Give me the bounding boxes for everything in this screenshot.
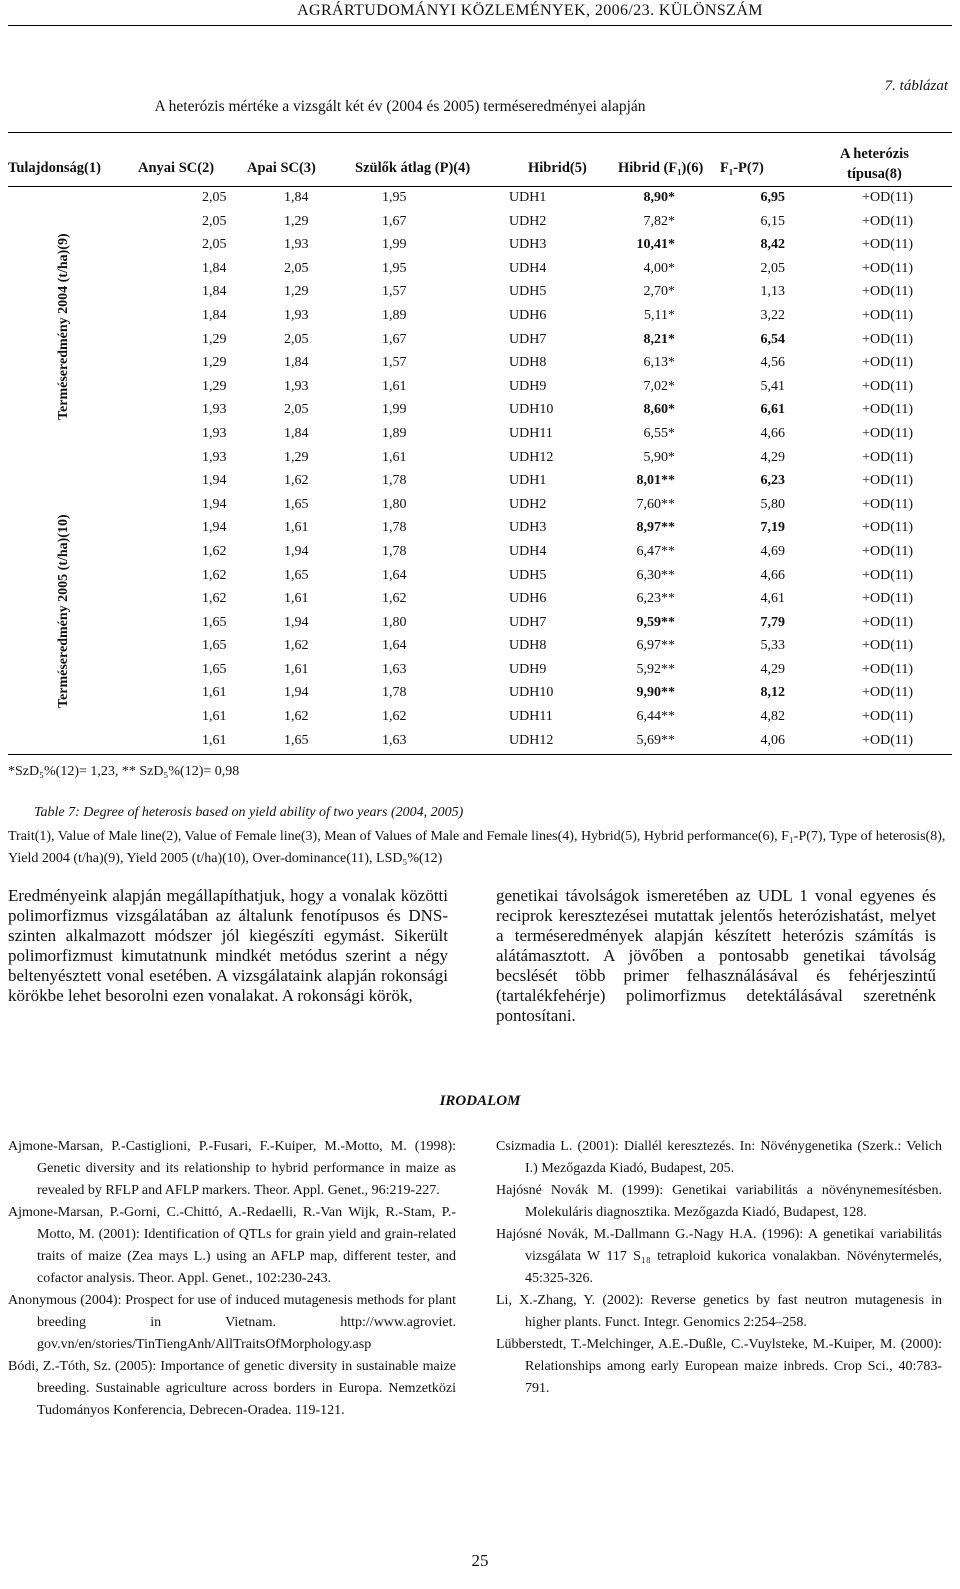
caption-english: Table 7: Degree of heterosis based on yield ability of two years (2004, 2005): [34, 805, 464, 820]
table-body: [0, 187, 960, 753]
references-heading: IRODALOM: [439, 1093, 521, 1109]
col-trait: Tulajdonság(1): [8, 160, 101, 176]
hybrid-name: UDH3: [509, 520, 547, 536]
male-value: 1,61: [202, 709, 227, 725]
hybrid-f1-value: 7,02*: [643, 378, 675, 394]
table-row: [0, 706, 960, 730]
heterosis-type: +OD(11): [862, 709, 913, 725]
table-row: [0, 494, 960, 518]
hybrid-f1-value: 9,90**: [636, 685, 675, 701]
table-row: [0, 423, 960, 447]
hybrid-name: UDH4: [509, 260, 547, 276]
table-title: A heterózis mértéke a vizsgált két év (2004 és 2005) terméseredményei alapján: [154, 98, 646, 115]
table-bottom-rule: [8, 754, 952, 755]
hybrid-name: UDH7: [509, 614, 547, 630]
hybrid-f1-value: 8,01**: [636, 473, 675, 489]
heterosis-type: +OD(11): [862, 284, 913, 300]
f1p-value: 4,69: [760, 543, 785, 559]
reference-item: Hajósné Novák, M.-Dallmann G.-Nagy H.A. (1996): A genetikai variabilitás vizsgálata W 117 S₁₈ tetraploid kukorica vonalakban. Növénytermelés, 45:325-326.: [496, 1227, 942, 1286]
f1p-value: 3,22: [760, 307, 785, 323]
hybrid-f1-value: 6,44**: [636, 709, 675, 725]
heterosis-type: +OD(11): [862, 567, 913, 583]
mean-value: 1,57: [382, 284, 407, 300]
f1p-value: 7,19: [760, 520, 785, 536]
hybrid-f1-value: 6,55*: [643, 425, 675, 441]
col-male: Anyai SC(2): [138, 160, 215, 176]
hybrid-name: UDH6: [509, 591, 547, 607]
f1p-value: 4,29: [760, 449, 785, 465]
f1p-value: 7,79: [760, 614, 785, 630]
mean-value: 1,99: [382, 237, 407, 253]
table-row: [0, 541, 960, 565]
f1p-value: 6,95: [760, 190, 785, 205]
mean-value: 1,64: [382, 567, 407, 583]
mean-value: 1,80: [382, 614, 407, 630]
mean-value: 1,67: [382, 213, 407, 229]
table-row: [0, 588, 960, 612]
mean-value: 1,64: [382, 638, 407, 654]
reference-item: Ajmone-Marsan, P.-Castiglioni, P.-Fusari, F.-Kuiper, M.-Motto, M. (1998): Genetic diversity and its relationship to hybrid performance in maize as revealed by RFLP and AFLP markers. Theor. Appl. Genet., 96:219-227.: [8, 1139, 456, 1198]
heterosis-type: +OD(11): [862, 732, 913, 748]
mean-value: 1,62: [382, 709, 407, 725]
female-value: 1,65: [284, 732, 309, 748]
f1p-value: 6,54: [760, 331, 785, 347]
f1p-value: 4,82: [760, 709, 785, 725]
heterosis-type: +OD(11): [862, 237, 913, 253]
male-value: 1,29: [202, 331, 227, 347]
female-value: 1,61: [284, 661, 309, 677]
table-row: [0, 612, 960, 636]
heterosis-type: +OD(11): [862, 355, 913, 371]
f1p-value: 5,33: [760, 638, 785, 654]
female-value: 1,93: [284, 378, 309, 394]
hybrid-f1-value: 6,30**: [636, 567, 675, 583]
mean-value: 1,67: [382, 331, 407, 347]
reference-item: Ajmone-Marsan, P.-Gorni, C.-Chittó, A.-Redaelli, R.-Van Wijk, R.-Stam, P.-Motto, M. (2001): Identification of QTLs for grain yield and grain-related traits of maize (Zea mays L.) using an AFLP map, different tester, and cofactor analysis. Theor. Appl. Genet., 102:230-243.: [8, 1205, 456, 1286]
legend-english: Trait(1), Value of Male line(2), Value of Female line(3), Mean of Values of Male and Female lines(4), Hybrid(5), Hybrid performance(6), F₁-P(7), Type of heterosis(8), Yield 2004 (t/ha)(9), Yield 2005 (t/ha)(10), Over-dominance(11), LSD₅%(12): [8, 829, 946, 866]
table-row: [0, 305, 960, 329]
hybrid-name: UDH7: [509, 331, 547, 347]
mean-value: 1,63: [382, 661, 407, 677]
male-value: 2,05: [202, 213, 227, 229]
hybrid-f1-value: 6,47**: [636, 543, 675, 559]
hybrid-f1-value: 5,90*: [643, 449, 675, 465]
female-value: 1,84: [284, 190, 309, 205]
reference-item: Anonymous (2004): Prospect for use of induced mutagenesis methods for plant breeding in Vietnam. http://www.agroviet. gov.vn/en/stories/TinTiengAnh/AllTraitsOfMorphology.asp: [8, 1293, 456, 1352]
heterosis-type: +OD(11): [862, 378, 913, 394]
table-top-rule: [8, 132, 952, 133]
hybrid-name: UDH8: [509, 355, 547, 371]
hybrid-name: UDH2: [509, 213, 547, 229]
mean-value: 1,89: [382, 307, 407, 323]
male-value: 1,84: [202, 260, 227, 276]
running-header: AGRÁRTUDOMÁNYI KÖZLEMÉNYEK, 2006/23. KÜLÖNSZÁM: [297, 2, 763, 19]
mean-value: 1,89: [382, 425, 407, 441]
male-value: 1,94: [202, 520, 227, 536]
lsd-footnote: *SzD₅%(12)= 1,23, ** SzD₅%(12)= 0,98: [8, 764, 240, 779]
hybrid-name: UDH12: [509, 732, 554, 748]
reference-item: Bódi, Z.-Tóth, Sz. (2005): Importance of genetic diversity in sustainable maize breeding. Sustainable agriculture across borders in Europa. Nemzetközi Tudományos Konferencia, Debrecen-Oradea. 119-121.: [8, 1359, 456, 1418]
hybrid-f1-value: 5,92**: [636, 661, 675, 677]
male-value: 1,94: [202, 473, 227, 489]
hybrid-name: UDH10: [509, 402, 554, 418]
male-value: 1,61: [202, 732, 227, 748]
male-value: 1,93: [202, 425, 227, 441]
f1p-value: 4,29: [760, 661, 785, 677]
heterosis-type: +OD(11): [862, 661, 913, 677]
heterosis-type: +OD(11): [862, 190, 913, 205]
heterosis-type: +OD(11): [862, 213, 913, 229]
table-row: [0, 659, 960, 683]
reference-item: Li, X.-Zhang, Y. (2002): Reverse genetics by fast neutron mutagenesis in higher plants. Funct. Integr. Genomics 2:254–258.: [496, 1293, 942, 1330]
male-value: 1,29: [202, 378, 227, 394]
female-value: 1,62: [284, 709, 309, 725]
heterosis-type: +OD(11): [862, 543, 913, 559]
f1p-value: 5,41: [760, 378, 785, 394]
hybrid-f1-value: 10,41*: [636, 237, 675, 253]
female-value: 1,61: [284, 520, 309, 536]
table-row: [0, 376, 960, 400]
f1p-value: 4,61: [760, 591, 785, 607]
heterosis-type: +OD(11): [862, 425, 913, 441]
header-rule: [8, 25, 952, 26]
mean-value: 1,95: [382, 260, 407, 276]
male-value: 1,93: [202, 449, 227, 465]
male-value: 1,65: [202, 638, 227, 654]
reference-item: Csizmadia L. (2001): Diallél keresztezés. In: Növénygenetika (Szerk.: Velich I.) Mezőgazda Kiadó, Budapest, 205.: [496, 1139, 942, 1176]
f1p-value: 4,06: [760, 732, 785, 748]
female-value: 1,62: [284, 638, 309, 654]
table-row: [0, 234, 960, 258]
female-value: 1,61: [284, 591, 309, 607]
male-value: 1,29: [202, 355, 227, 371]
col-heterosis-type: [840, 144, 909, 184]
hybrid-name: UDH4: [509, 543, 547, 559]
heterosis-type: +OD(11): [862, 685, 913, 701]
col-female: Apai SC(3): [247, 160, 316, 176]
female-value: 1,84: [284, 425, 309, 441]
male-value: 1,94: [202, 496, 227, 512]
male-value: 1,93: [202, 402, 227, 418]
hybrid-f1-value: 9,59**: [636, 614, 675, 630]
table-row: [0, 281, 960, 305]
heterosis-type: +OD(11): [862, 473, 913, 489]
mean-value: 1,78: [382, 543, 407, 559]
col-heterosis-type-line1: A heterózis: [840, 146, 909, 162]
table-row: [0, 187, 960, 211]
female-value: 2,05: [284, 331, 309, 347]
mean-value: 1,78: [382, 685, 407, 701]
f1p-value: 1,13: [760, 284, 785, 300]
hybrid-name: UDH2: [509, 496, 547, 512]
hybrid-name: UDH1: [509, 473, 547, 489]
hybrid-name: UDH11: [509, 425, 553, 441]
female-value: 2,05: [284, 260, 309, 276]
mean-value: 1,78: [382, 520, 407, 536]
col-f1p: F₁-P(7): [720, 160, 764, 176]
f1p-value: 8,12: [760, 685, 785, 701]
mean-value: 1,95: [382, 190, 407, 205]
heterosis-type: +OD(11): [862, 591, 913, 607]
female-value: 1,29: [284, 213, 309, 229]
heterosis-type: +OD(11): [862, 331, 913, 347]
table-row: [0, 447, 960, 471]
male-value: 1,65: [202, 614, 227, 630]
female-value: 1,94: [284, 685, 309, 701]
table-row: [0, 399, 960, 423]
hybrid-f1-value: 7,82*: [643, 213, 675, 229]
mean-value: 1,99: [382, 402, 407, 418]
f1p-value: 4,66: [760, 425, 785, 441]
hybrid-f1-value: 6,13*: [643, 355, 675, 371]
hybrid-f1-value: 6,97**: [636, 638, 675, 654]
hybrid-name: UDH6: [509, 307, 547, 323]
table-number: 7. táblázat: [884, 78, 948, 94]
table-row: [0, 211, 960, 235]
male-value: 2,05: [202, 190, 227, 205]
table-row: [0, 730, 960, 754]
col-mean: Szülők átlag (P)(4): [355, 160, 471, 176]
hybrid-f1-value: 8,90*: [643, 190, 675, 205]
table-row: [0, 470, 960, 494]
f1p-value: 4,56: [760, 355, 785, 371]
male-value: 2,05: [202, 237, 227, 253]
body-text-left: Eredményeink alapján megállapíthatjuk, hogy a vonalak közötti polimorfizmus vizsgálatában az általunk fenotípusos és DNS-szinten alkalmazott módszer jól kiegészíti egymást. Sikerült polimorfizmust kimutatnunk mindkét metódus szerint a négy beltenyésztett vonal esetében. A vizsgálataink alapján rokonsági körökbe lehet besorolni ezen vonalakat. A rokonsági körök,: [8, 886, 448, 1005]
references-left: [8, 1136, 456, 1422]
table-row: [0, 329, 960, 353]
hybrid-name: UDH8: [509, 638, 547, 654]
mean-value: 1,63: [382, 732, 407, 748]
body-text-right: genetikai távolságok ismeretében az UDL 1 vonal egyenes és reciprok keresztezései mutattak jelentős heterózishatást, melyet a terméseredmények alapján készített heterózis számítás is alátámasztott. A jövőben a pontosabb genetikai távolság becslését több primer felhasználásával és fehérjeszintű (tartalékfehérje) polimorfizmus detektálásával szeretnénk pontosítani.: [496, 886, 936, 1025]
table-row: [0, 635, 960, 659]
table-row: [0, 565, 960, 589]
male-value: 1,65: [202, 661, 227, 677]
mean-value: 1,61: [382, 378, 407, 394]
reference-item: Lübberstedt, T.-Melchinger, A.E.-Dußle, C.-Vuylsteke, M.-Kuiper, M. (2000): Relationships among early European maize inbreds. Crop Sci., 40:783-791.: [496, 1337, 942, 1396]
f1p-value: 4,66: [760, 567, 785, 583]
heterosis-type: +OD(11): [862, 496, 913, 512]
female-value: 1,93: [284, 237, 309, 253]
hybrid-name: UDH11: [509, 709, 553, 725]
f1p-value: 6,23: [760, 473, 785, 489]
heterosis-type: +OD(11): [862, 260, 913, 276]
hybrid-name: UDH9: [509, 378, 547, 394]
female-value: 1,65: [284, 567, 309, 583]
f1p-value: 8,42: [760, 237, 785, 253]
table-row: [0, 352, 960, 376]
female-value: 1,93: [284, 307, 309, 323]
female-value: 1,65: [284, 496, 309, 512]
hybrid-f1-value: 4,00*: [643, 260, 675, 276]
table-row: [0, 682, 960, 706]
hybrid-f1-value: 8,21*: [643, 331, 675, 347]
female-value: 1,62: [284, 473, 309, 489]
hybrid-f1-value: 5,69**: [636, 732, 675, 748]
hybrid-name: UDH5: [509, 284, 547, 300]
page-number: 25: [471, 1551, 489, 1570]
f1p-value: 6,61: [760, 402, 785, 418]
female-value: 1,29: [284, 284, 309, 300]
table-row: [0, 517, 960, 541]
mean-value: 1,62: [382, 591, 407, 607]
male-value: 1,62: [202, 567, 227, 583]
mean-value: 1,57: [382, 355, 407, 371]
hybrid-f1-value: 7,60**: [636, 496, 675, 512]
group-label-2004: Terméseredmény 2004 (t/ha)(9): [56, 233, 71, 420]
female-value: 1,84: [284, 355, 309, 371]
female-value: 1,94: [284, 543, 309, 559]
male-value: 1,62: [202, 543, 227, 559]
male-value: 1,62: [202, 591, 227, 607]
hybrid-f1-value: 8,60*: [643, 402, 675, 418]
col-heterosis-type-line2: típusa(8): [847, 166, 902, 182]
male-value: 1,84: [202, 307, 227, 323]
table-row: [0, 258, 960, 282]
f1p-value: 6,15: [760, 213, 785, 229]
female-value: 1,94: [284, 614, 309, 630]
hybrid-name: UDH5: [509, 567, 547, 583]
hybrid-name: UDH12: [509, 449, 554, 465]
hybrid-f1-value: 2,70*: [643, 284, 675, 300]
hybrid-name: UDH10: [509, 685, 554, 701]
reference-item: Hajósné Novák M. (1999): Genetikai variabilitás a növénynemesítésben. Molekuláris diagnosztika. Mezőgazda Kiadó, Budapest, 128.: [496, 1183, 942, 1220]
male-value: 1,84: [202, 284, 227, 300]
female-value: 2,05: [284, 402, 309, 418]
col-hybrid-f1: Hibrid (F₁)(6): [618, 160, 704, 176]
heterosis-type: +OD(11): [862, 520, 913, 536]
mean-value: 1,78: [382, 473, 407, 489]
f1p-value: 2,05: [760, 260, 785, 276]
hybrid-f1-value: 8,97**: [636, 520, 675, 536]
f1p-value: 5,80: [760, 496, 785, 512]
hybrid-name: UDH3: [509, 237, 547, 253]
female-value: 1,29: [284, 449, 309, 465]
hybrid-f1-value: 5,11*: [644, 307, 675, 323]
heterosis-type: +OD(11): [862, 402, 913, 418]
male-value: 1,61: [202, 685, 227, 701]
group-label-2005: Terméseredmény 2005 (t/ha)(10): [56, 514, 71, 708]
heterosis-type: +OD(11): [862, 307, 913, 323]
hybrid-name: UDH9: [509, 661, 547, 677]
mean-value: 1,80: [382, 496, 407, 512]
heterosis-type: +OD(11): [862, 449, 913, 465]
mean-value: 1,61: [382, 449, 407, 465]
col-hybrid: Hibrid(5): [528, 160, 587, 176]
hybrid-name: UDH1: [509, 190, 547, 205]
heterosis-type: +OD(11): [862, 614, 913, 630]
hybrid-f1-value: 6,23**: [636, 591, 675, 607]
references-right: [496, 1136, 942, 1400]
heterosis-type: +OD(11): [862, 638, 913, 654]
